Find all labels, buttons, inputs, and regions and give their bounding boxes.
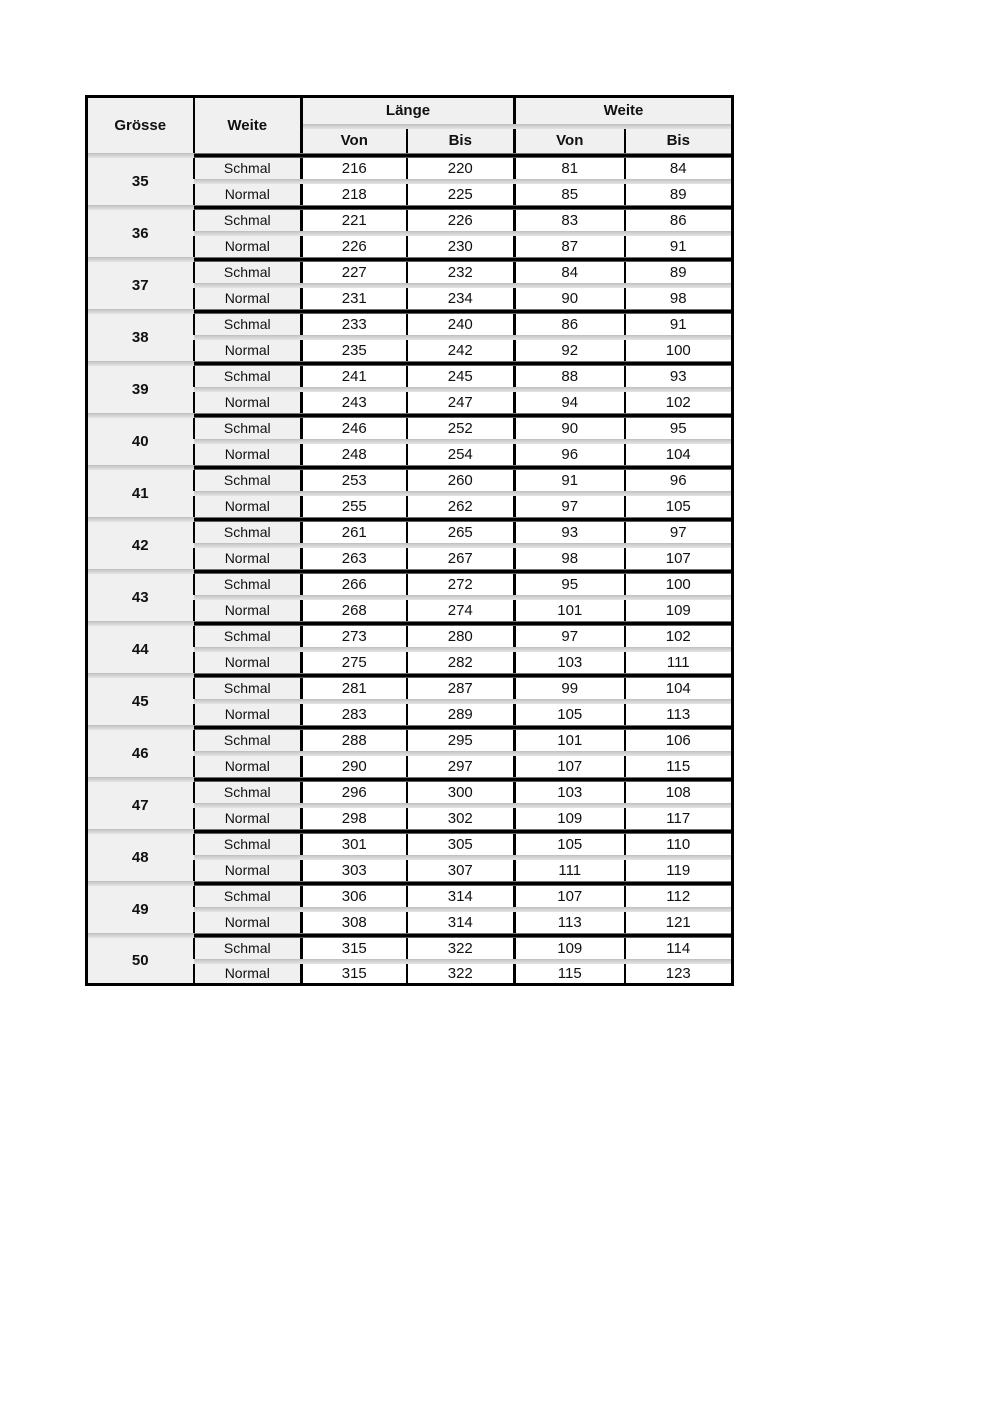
value-cell: 253 — [302, 470, 407, 491]
size-cell: 35 — [87, 158, 194, 205]
value-cell: 123 — [625, 964, 733, 985]
width-label-schmal: Schmal — [194, 782, 302, 803]
value-cell: 97 — [515, 626, 625, 647]
value-cell: 100 — [625, 574, 733, 595]
table-row-schmal — [87, 210, 733, 231]
table-row-schmal — [87, 262, 733, 283]
value-cell: 307 — [407, 860, 515, 881]
size-cell: 44 — [87, 626, 194, 673]
width-label-normal: Normal — [194, 444, 302, 465]
size-cell: 45 — [87, 678, 194, 725]
value-cell: 104 — [625, 678, 733, 699]
table-row-schmal — [87, 782, 733, 803]
value-cell: 110 — [625, 834, 733, 855]
size-cell: 36 — [87, 210, 194, 257]
value-cell: 84 — [625, 158, 733, 179]
value-cell: 218 — [302, 184, 407, 205]
value-cell: 96 — [515, 444, 625, 465]
width-label-normal: Normal — [194, 912, 302, 933]
value-cell: 262 — [407, 496, 515, 517]
value-cell: 235 — [302, 340, 407, 361]
size-chart-table — [85, 95, 734, 986]
value-cell: 241 — [302, 366, 407, 387]
size-cell: 50 — [87, 938, 194, 985]
value-cell: 93 — [625, 366, 733, 387]
width-label-normal: Normal — [194, 288, 302, 309]
value-cell: 273 — [302, 626, 407, 647]
value-cell: 297 — [407, 756, 515, 777]
value-cell: 83 — [515, 210, 625, 231]
value-cell: 115 — [515, 964, 625, 985]
value-cell: 260 — [407, 470, 515, 491]
value-cell: 111 — [625, 652, 733, 673]
value-cell: 248 — [302, 444, 407, 465]
table-row-schmal — [87, 730, 733, 751]
value-cell: 105 — [625, 496, 733, 517]
value-cell: 305 — [407, 834, 515, 855]
header-weite-group: Weite — [515, 97, 733, 124]
table-row-schmal — [87, 834, 733, 855]
header-laenge-von: Von — [302, 129, 407, 153]
size-cell: 48 — [87, 834, 194, 881]
value-cell: 303 — [302, 860, 407, 881]
value-cell: 232 — [407, 262, 515, 283]
value-cell: 263 — [302, 548, 407, 569]
value-cell: 225 — [407, 184, 515, 205]
header-laenge-bis: Bis — [407, 129, 515, 153]
value-cell: 109 — [515, 808, 625, 829]
value-cell: 295 — [407, 730, 515, 751]
value-cell: 90 — [515, 418, 625, 439]
value-cell: 103 — [515, 782, 625, 803]
value-cell: 288 — [302, 730, 407, 751]
value-cell: 115 — [625, 756, 733, 777]
value-cell: 280 — [407, 626, 515, 647]
size-cell: 46 — [87, 730, 194, 777]
value-cell: 95 — [625, 418, 733, 439]
value-cell: 290 — [302, 756, 407, 777]
value-cell: 315 — [302, 938, 407, 959]
size-cell: 37 — [87, 262, 194, 309]
value-cell: 266 — [302, 574, 407, 595]
width-label-normal: Normal — [194, 548, 302, 569]
table-row-schmal — [87, 938, 733, 959]
width-label-normal: Normal — [194, 756, 302, 777]
value-cell: 117 — [625, 808, 733, 829]
value-cell: 234 — [407, 288, 515, 309]
table-row-schmal — [87, 678, 733, 699]
table-row-schmal — [87, 574, 733, 595]
table-row-schmal — [87, 886, 733, 907]
header-weite-von: Von — [515, 129, 625, 153]
value-cell: 92 — [515, 340, 625, 361]
value-cell: 98 — [515, 548, 625, 569]
value-cell: 240 — [407, 314, 515, 335]
value-cell: 95 — [515, 574, 625, 595]
table-row-schmal — [87, 314, 733, 335]
value-cell: 109 — [515, 938, 625, 959]
value-cell: 121 — [625, 912, 733, 933]
width-label-normal: Normal — [194, 340, 302, 361]
table-row-schmal — [87, 418, 733, 439]
value-cell: 86 — [625, 210, 733, 231]
table-row-schmal — [87, 158, 733, 179]
value-cell: 252 — [407, 418, 515, 439]
value-cell: 226 — [302, 236, 407, 257]
value-cell: 85 — [515, 184, 625, 205]
value-cell: 103 — [515, 652, 625, 673]
value-cell: 298 — [302, 808, 407, 829]
value-cell: 107 — [515, 886, 625, 907]
table-row-schmal — [87, 366, 733, 387]
value-cell: 289 — [407, 704, 515, 725]
width-label-normal: Normal — [194, 184, 302, 205]
value-cell: 104 — [625, 444, 733, 465]
width-label-schmal: Schmal — [194, 938, 302, 959]
value-cell: 107 — [625, 548, 733, 569]
header-groesse: Grösse — [87, 97, 194, 153]
value-cell: 220 — [407, 158, 515, 179]
value-cell: 315 — [302, 964, 407, 985]
table-row-schmal — [87, 470, 733, 491]
size-cell: 47 — [87, 782, 194, 829]
value-cell: 267 — [407, 548, 515, 569]
value-cell: 302 — [407, 808, 515, 829]
value-cell: 100 — [625, 340, 733, 361]
width-label-schmal: Schmal — [194, 158, 302, 179]
value-cell: 94 — [515, 392, 625, 413]
value-cell: 105 — [515, 834, 625, 855]
value-cell: 91 — [515, 470, 625, 491]
width-label-schmal: Schmal — [194, 418, 302, 439]
value-cell: 243 — [302, 392, 407, 413]
value-cell: 105 — [515, 704, 625, 725]
value-cell: 114 — [625, 938, 733, 959]
width-label-schmal: Schmal — [194, 574, 302, 595]
value-cell: 322 — [407, 938, 515, 959]
value-cell: 113 — [625, 704, 733, 725]
table-row-schmal — [87, 522, 733, 543]
width-label-normal: Normal — [194, 236, 302, 257]
value-cell: 81 — [515, 158, 625, 179]
value-cell: 91 — [625, 236, 733, 257]
value-cell: 101 — [515, 600, 625, 621]
width-label-normal: Normal — [194, 392, 302, 413]
value-cell: 93 — [515, 522, 625, 543]
header-weite-bis: Bis — [625, 129, 733, 153]
value-cell: 90 — [515, 288, 625, 309]
value-cell: 97 — [515, 496, 625, 517]
value-cell: 98 — [625, 288, 733, 309]
value-cell: 91 — [625, 314, 733, 335]
width-label-normal: Normal — [194, 600, 302, 621]
width-label-schmal: Schmal — [194, 678, 302, 699]
width-label-normal: Normal — [194, 496, 302, 517]
value-cell: 231 — [302, 288, 407, 309]
value-cell: 101 — [515, 730, 625, 751]
value-cell: 268 — [302, 600, 407, 621]
value-cell: 245 — [407, 366, 515, 387]
width-label-normal: Normal — [194, 860, 302, 881]
width-label-normal: Normal — [194, 652, 302, 673]
value-cell: 84 — [515, 262, 625, 283]
width-label-schmal: Schmal — [194, 210, 302, 231]
value-cell: 275 — [302, 652, 407, 673]
value-cell: 255 — [302, 496, 407, 517]
value-cell: 87 — [515, 236, 625, 257]
value-cell: 314 — [407, 886, 515, 907]
value-cell: 86 — [515, 314, 625, 335]
width-label-schmal: Schmal — [194, 626, 302, 647]
width-label-schmal: Schmal — [194, 470, 302, 491]
size-cell: 43 — [87, 574, 194, 621]
width-label-schmal: Schmal — [194, 834, 302, 855]
value-cell: 221 — [302, 210, 407, 231]
width-label-schmal: Schmal — [194, 314, 302, 335]
value-cell: 306 — [302, 886, 407, 907]
value-cell: 281 — [302, 678, 407, 699]
value-cell: 300 — [407, 782, 515, 803]
value-cell: 113 — [515, 912, 625, 933]
width-label-schmal: Schmal — [194, 366, 302, 387]
width-label-normal: Normal — [194, 704, 302, 725]
value-cell: 230 — [407, 236, 515, 257]
value-cell: 112 — [625, 886, 733, 907]
value-cell: 108 — [625, 782, 733, 803]
size-cell: 49 — [87, 886, 194, 933]
value-cell: 242 — [407, 340, 515, 361]
width-label-schmal: Schmal — [194, 262, 302, 283]
width-label-normal: Normal — [194, 808, 302, 829]
size-cell: 38 — [87, 314, 194, 361]
value-cell: 89 — [625, 184, 733, 205]
value-cell: 227 — [302, 262, 407, 283]
value-cell: 254 — [407, 444, 515, 465]
width-label-schmal: Schmal — [194, 886, 302, 907]
value-cell: 102 — [625, 392, 733, 413]
value-cell: 301 — [302, 834, 407, 855]
value-cell: 265 — [407, 522, 515, 543]
value-cell: 102 — [625, 626, 733, 647]
value-cell: 287 — [407, 678, 515, 699]
header-laenge-group: Länge — [302, 97, 515, 124]
width-label-normal: Normal — [194, 964, 302, 985]
value-cell: 99 — [515, 678, 625, 699]
value-cell: 109 — [625, 600, 733, 621]
value-cell: 106 — [625, 730, 733, 751]
value-cell: 296 — [302, 782, 407, 803]
size-cell: 40 — [87, 418, 194, 465]
value-cell: 283 — [302, 704, 407, 725]
value-cell: 107 — [515, 756, 625, 777]
value-cell: 226 — [407, 210, 515, 231]
value-cell: 322 — [407, 964, 515, 985]
value-cell: 119 — [625, 860, 733, 881]
header-weite-column: Weite — [194, 97, 302, 153]
value-cell: 274 — [407, 600, 515, 621]
value-cell: 247 — [407, 392, 515, 413]
value-cell: 88 — [515, 366, 625, 387]
value-cell: 246 — [302, 418, 407, 439]
width-label-schmal: Schmal — [194, 522, 302, 543]
size-cell: 41 — [87, 470, 194, 517]
value-cell: 111 — [515, 860, 625, 881]
value-cell: 97 — [625, 522, 733, 543]
value-cell: 233 — [302, 314, 407, 335]
value-cell: 96 — [625, 470, 733, 491]
value-cell: 272 — [407, 574, 515, 595]
table-row-schmal — [87, 626, 733, 647]
value-cell: 308 — [302, 912, 407, 933]
value-cell: 282 — [407, 652, 515, 673]
value-cell: 89 — [625, 262, 733, 283]
value-cell: 216 — [302, 158, 407, 179]
size-cell: 42 — [87, 522, 194, 569]
size-cell: 39 — [87, 366, 194, 413]
value-cell: 261 — [302, 522, 407, 543]
width-label-schmal: Schmal — [194, 730, 302, 751]
value-cell: 314 — [407, 912, 515, 933]
